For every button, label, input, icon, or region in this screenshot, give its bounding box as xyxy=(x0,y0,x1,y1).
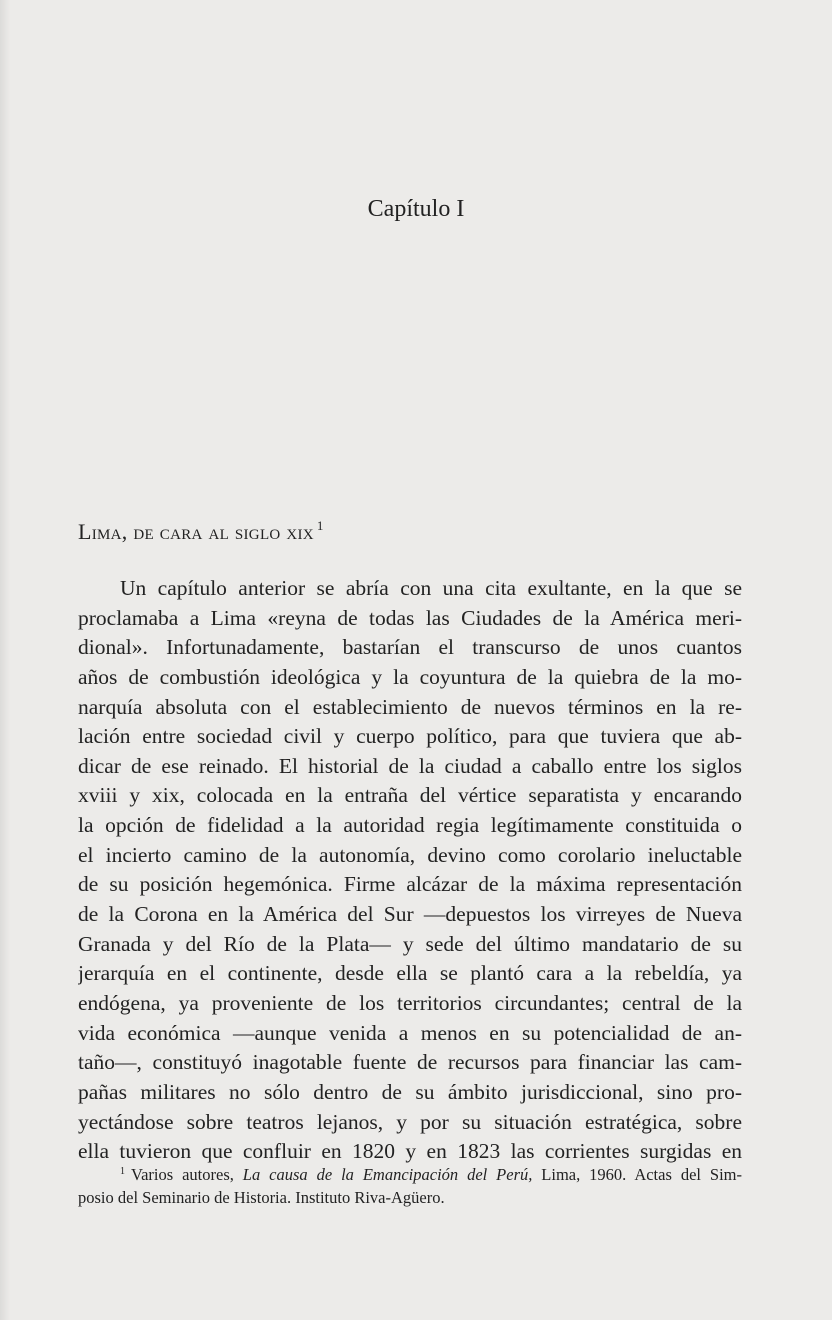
body-line: el incierto camino de la autonomía, devino como corolario ineluctable xyxy=(78,842,742,867)
footnote xyxy=(78,1160,742,1209)
footnote-publication: Lima, 1960. Actas del Sim- xyxy=(532,1165,742,1184)
body-line: de su posición hegemónica. Firme alcázar de la máxima representación xyxy=(78,872,742,897)
body-line: Un capítulo anterior se abría con una cita exultante, en la que se xyxy=(120,576,742,600)
body-line: xviii y xix, colocada en la entraña del vértice separatista y encarando xyxy=(78,783,742,808)
body-line: años de combustión ideológica y la coyuntura de la quiebra de la mo- xyxy=(78,664,742,689)
body-line: ella tuvieron que confluir en 1820 y en 1823 las corrientes surgidas en xyxy=(78,1139,742,1164)
body-line: Granada y del Río de la Plata— y sede del último mandatario de su xyxy=(78,931,742,956)
body-line: lación entre sociedad civil y cuerpo político, para que tuviera que ab- xyxy=(78,724,742,749)
footnote-reference: 1 xyxy=(316,518,324,533)
body-line: la opción de fidelidad a la autoridad regia legítimamente constituida o xyxy=(78,813,742,838)
section-heading xyxy=(78,518,324,545)
body-line: proclamaba a Lima «reyna de todas las Ciudades de la América meri- xyxy=(78,605,742,630)
body-line: taño—, constituyó inagotable fuente de recursos para financiar las cam- xyxy=(78,1050,742,1075)
section-heading-text: Lima, de cara al siglo xix xyxy=(78,519,314,544)
body-line: yectándose sobre teatros lejanos, y por su situación estratégica, sobre xyxy=(78,1109,742,1134)
footnote-number: 1 xyxy=(120,1166,125,1177)
body-line: vida económica —aunque venida a menos en su potencialidad de an- xyxy=(78,1020,742,1045)
body-line: jerarquía en el continente, desde ella se plantó cara a la rebeldía, ya xyxy=(78,961,742,986)
body-line: endógena, ya proveniente de los territorios circundantes; central de la xyxy=(78,990,742,1015)
body-line: narquía absoluta con el establecimiento de nuevos términos en la re- xyxy=(78,694,742,719)
footnote-line xyxy=(78,1160,742,1186)
chapter-title: Capítulo I xyxy=(367,196,465,222)
body-line: dional». Infortunadamente, bastarían el transcurso de unos cuantos xyxy=(78,635,742,660)
body-line: pañas militares no sólo dentro de su ámbito jurisdiccional, sino pro- xyxy=(78,1079,742,1104)
footnote-line: posio del Seminario de Historia. Instituto Riva-Agüero. xyxy=(78,1188,445,1207)
body-paragraph xyxy=(78,574,742,1167)
footnote-authors: Varios autores, xyxy=(131,1165,243,1184)
body-line: de la Corona en la América del Sur —depuestos los virreyes de Nueva xyxy=(78,902,742,927)
body-line: dicar de ese reinado. El historial de la ciudad a caballo entre los siglos xyxy=(78,753,742,778)
footnote-work-title: La causa de la Emancipación del Perú, xyxy=(242,1165,533,1184)
